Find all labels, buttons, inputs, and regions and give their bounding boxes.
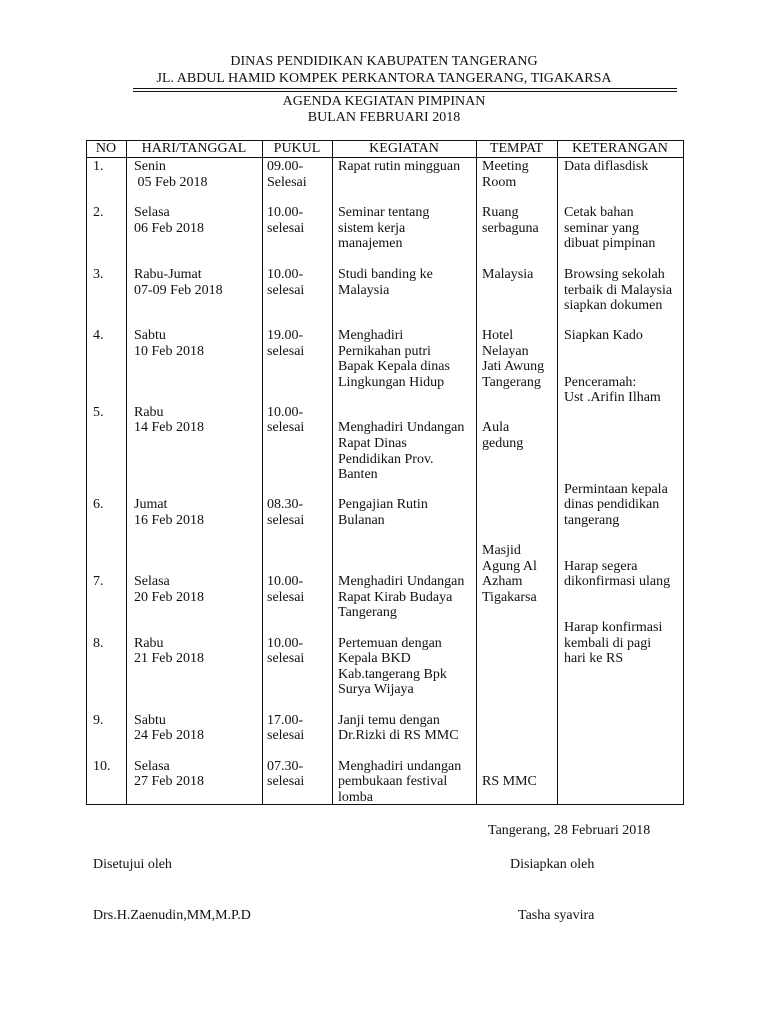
row-activity: pembukaan festival xyxy=(338,774,448,789)
row-number: 1. xyxy=(93,159,104,174)
approver-name: Drs.H.Zaenudin,MM,M.P.D xyxy=(93,908,251,923)
row-date: 21 Feb 2018 xyxy=(134,651,204,666)
row-time: 10.00- xyxy=(267,405,304,420)
row-note: Browsing sekolah xyxy=(564,267,665,282)
row-note: dinas pendidikan xyxy=(564,497,660,512)
row-note: Harap konfirmasi xyxy=(564,620,663,635)
row-place: Ruang xyxy=(482,205,519,220)
row-number: 7. xyxy=(93,574,104,589)
row-number: 4. xyxy=(93,328,104,343)
row-time: 10.00- xyxy=(267,574,304,589)
row-time: 19.00- xyxy=(267,328,304,343)
row-number: 3. xyxy=(93,267,104,282)
preparer-name: Tasha syavira xyxy=(518,908,595,923)
col-header-place: TEMPAT xyxy=(489,141,544,156)
row-time: 17.00- xyxy=(267,713,304,728)
row-day: Rabu-Jumat xyxy=(134,267,202,282)
prepared-label: Disiapkan oleh xyxy=(510,857,595,872)
row-place: Room xyxy=(482,175,517,190)
document-subtitle: BULAN FEBRUARI 2018 xyxy=(307,110,461,125)
row-time: 07.30- xyxy=(267,759,304,774)
col-border xyxy=(262,140,263,804)
row-day: Sabtu xyxy=(134,713,166,728)
row-date: 27 Feb 2018 xyxy=(134,774,204,789)
row-activity: Dr.Rizki di RS MMC xyxy=(338,728,459,743)
row-date: 10 Feb 2018 xyxy=(134,344,204,359)
row-note: dibuat pimpinan xyxy=(564,236,656,251)
row-place: Agung Al xyxy=(482,559,537,574)
row-activity: Janji temu dengan xyxy=(338,713,440,728)
row-note: siapkan dokumen xyxy=(564,298,663,313)
row-activity: Kepala BKD xyxy=(338,651,411,666)
row-time-end: selesai xyxy=(267,283,305,298)
col-border xyxy=(126,140,127,804)
row-number: 6. xyxy=(93,497,104,512)
row-day: Selasa xyxy=(134,759,170,774)
row-date: 07-09 Feb 2018 xyxy=(134,283,223,298)
row-date: 06 Feb 2018 xyxy=(134,221,204,236)
row-place: gedung xyxy=(482,436,524,451)
table-bottom-border xyxy=(86,804,684,805)
row-activity: Menghadiri undangan xyxy=(338,759,462,774)
place-date: Tangerang, 28 Februari 2018 xyxy=(488,823,651,838)
row-note: Data diflasdisk xyxy=(564,159,649,174)
row-number: 10. xyxy=(93,759,111,774)
header-rule-double xyxy=(133,91,677,92)
row-time-end: selesai xyxy=(267,344,305,359)
row-date: 16 Feb 2018 xyxy=(134,513,204,528)
row-time: 10.00- xyxy=(267,205,304,220)
row-activity: Kab.tangerang Bpk xyxy=(338,667,447,682)
row-note: Permintaan kepala xyxy=(564,482,668,497)
row-time: 09.00- xyxy=(267,159,304,174)
document-title: AGENDA KEGIATAN PIMPINAN xyxy=(282,94,486,109)
row-day: Rabu xyxy=(134,405,164,420)
col-header-notes: KETERANGAN xyxy=(572,141,668,156)
row-number: 5. xyxy=(93,405,104,420)
row-day: Senin xyxy=(134,159,166,174)
row-activity: sistem kerja xyxy=(338,221,406,236)
table-header-border xyxy=(86,157,684,158)
row-time: 08.30- xyxy=(267,497,304,512)
row-place: serbaguna xyxy=(482,221,539,236)
row-note: Siapkan Kado xyxy=(564,328,643,343)
row-activity: Tangerang xyxy=(338,605,397,620)
col-border xyxy=(476,140,477,804)
row-place: Jati Awung xyxy=(482,359,545,374)
row-time-end: selesai xyxy=(267,420,305,435)
row-day: Selasa xyxy=(134,205,170,220)
row-activity: lomba xyxy=(338,790,373,805)
row-note: Cetak bahan xyxy=(564,205,634,220)
col-border xyxy=(557,140,558,804)
row-activity: Banten xyxy=(338,467,378,482)
row-activity: Menghadiri xyxy=(338,328,404,343)
row-place: Hotel xyxy=(482,328,514,343)
header-rule xyxy=(133,88,677,89)
row-activity: Bapak Kepala dinas xyxy=(338,359,450,374)
row-activity: Bulanan xyxy=(338,513,385,528)
agency-address: JL. ABDUL HAMID KOMPEK PERKANTORA TANGERANG, TIGAKARSA xyxy=(156,71,612,86)
row-activity: manajemen xyxy=(338,236,403,251)
row-activity: Seminar tentang xyxy=(338,205,430,220)
row-activity: Studi banding ke xyxy=(338,267,433,282)
row-day: Rabu xyxy=(134,636,164,651)
row-place: Masjid xyxy=(482,543,521,558)
row-note: hari ke RS xyxy=(564,651,624,666)
row-day: Selasa xyxy=(134,574,170,589)
row-note: tangerang xyxy=(564,513,620,528)
row-number: 8. xyxy=(93,636,104,651)
row-activity: Rapat rutin mingguan xyxy=(338,159,461,174)
row-activity: Pendidikan Prov. xyxy=(338,452,434,467)
row-date: 24 Feb 2018 xyxy=(134,728,204,743)
row-activity: Rapat Kirab Budaya xyxy=(338,590,453,605)
row-date: 20 Feb 2018 xyxy=(134,590,204,605)
row-time-end: selesai xyxy=(267,651,305,666)
row-day: Jumat xyxy=(134,497,168,512)
row-place: Malaysia xyxy=(482,267,534,282)
col-border xyxy=(332,140,333,804)
row-activity: Pengajian Rutin xyxy=(338,497,428,512)
row-note: seminar yang xyxy=(564,221,640,236)
row-number: 9. xyxy=(93,713,104,728)
row-time-end: selesai xyxy=(267,221,305,236)
row-activity: Surya Wijaya xyxy=(338,682,414,697)
row-time-end: selesai xyxy=(267,774,305,789)
row-activity: Menghadiri Undangan xyxy=(338,574,465,589)
row-activity: Pertemuan dengan xyxy=(338,636,442,651)
row-note: Penceramah: xyxy=(564,375,637,390)
row-place: Aula xyxy=(482,420,510,435)
col-header-time: PUKUL xyxy=(273,141,321,156)
agency-name: DINAS PENDIDIKAN KABUPATEN TANGERANG xyxy=(230,54,538,69)
row-time-end: selesai xyxy=(267,728,305,743)
row-number: 2. xyxy=(93,205,104,220)
row-time: 10.00- xyxy=(267,636,304,651)
col-border xyxy=(683,140,684,804)
row-date: 05 Feb 2018 xyxy=(134,175,208,190)
row-time-end: Selesai xyxy=(267,175,307,190)
row-place: Tigakarsa xyxy=(482,590,537,605)
row-time: 10.00- xyxy=(267,267,304,282)
row-time-end: selesai xyxy=(267,513,305,528)
row-date: 14 Feb 2018 xyxy=(134,420,204,435)
row-place: Tangerang xyxy=(482,375,541,390)
row-place: Azham xyxy=(482,574,523,589)
row-note: Harap segera xyxy=(564,559,638,574)
row-place: Nelayan xyxy=(482,344,529,359)
row-activity: Menghadiri Undangan xyxy=(338,420,465,435)
row-note: dikonfirmasi ulang xyxy=(564,574,671,589)
col-header-activity: KEGIATAN xyxy=(369,141,439,156)
row-activity: Lingkungan Hidup xyxy=(338,375,445,390)
row-note: kembali di pagi xyxy=(564,636,652,651)
approved-label: Disetujui oleh xyxy=(93,857,172,872)
col-header-date: HARI/TANGGAL xyxy=(141,141,247,156)
row-time-end: selesai xyxy=(267,590,305,605)
row-place: RS MMC xyxy=(482,774,537,789)
row-activity: Rapat Dinas xyxy=(338,436,407,451)
row-day: Sabtu xyxy=(134,328,166,343)
row-place: Meeting xyxy=(482,159,529,174)
row-note: Ust .Arifin Ilham xyxy=(564,390,661,405)
col-header-no: NO xyxy=(95,141,117,156)
col-border xyxy=(86,140,87,804)
row-activity: Malaysia xyxy=(338,283,390,298)
row-activity: Pernikahan putri xyxy=(338,344,431,359)
row-note: terbaik di Malaysia xyxy=(564,283,673,298)
